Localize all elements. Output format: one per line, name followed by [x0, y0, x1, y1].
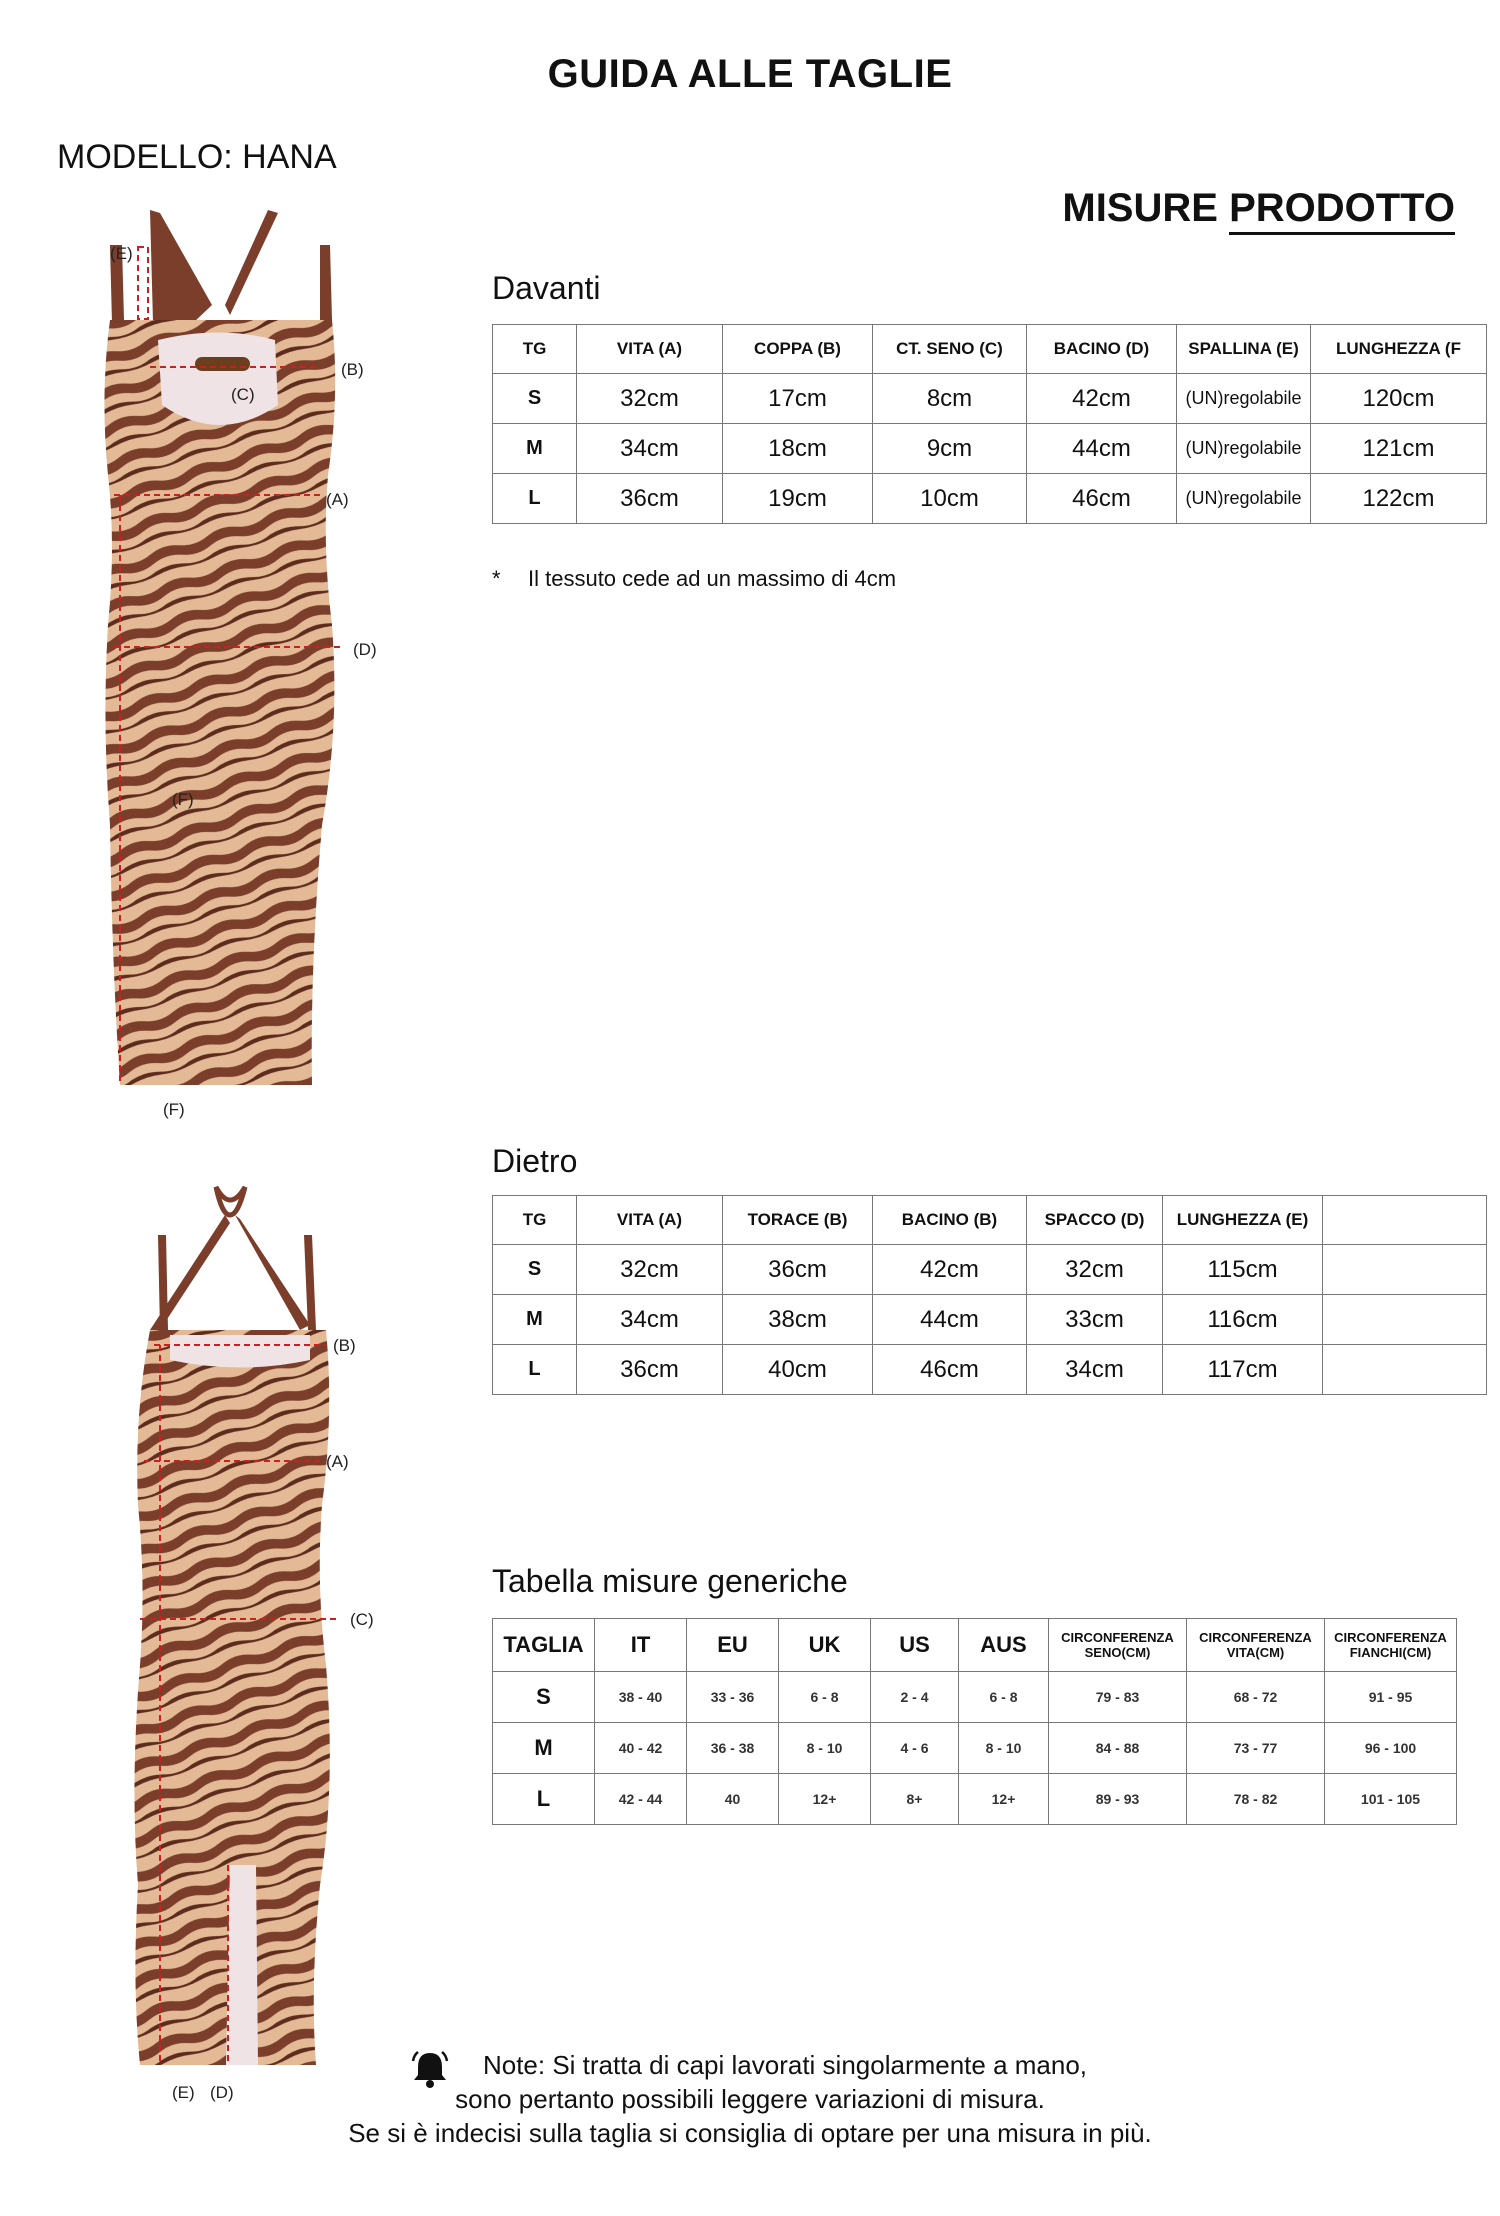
- front-measures-table: [492, 324, 1487, 524]
- table-cell: S: [493, 374, 577, 424]
- column-header: IT: [595, 1619, 687, 1672]
- table-cell: 116cm: [1163, 1295, 1323, 1345]
- back-label-d: (D): [210, 2083, 234, 2102]
- page-title: GUIDA ALLE TAGLIE: [547, 52, 953, 96]
- table-cell: 8 - 10: [959, 1723, 1049, 1774]
- table-cell: S: [493, 1672, 595, 1723]
- table-row: [493, 474, 1487, 524]
- back-measures-table: [492, 1195, 1487, 1395]
- table-cell: 115cm: [1163, 1245, 1323, 1295]
- handmade-note: [0, 2048, 1500, 2150]
- table-cell: 38cm: [723, 1295, 873, 1345]
- column-header: UK: [779, 1619, 871, 1672]
- table-cell: 122cm: [1311, 474, 1487, 524]
- table-cell: 38 - 40: [595, 1672, 687, 1723]
- column-header: TORACE (B): [723, 1196, 873, 1245]
- table-cell: 4 - 6: [871, 1723, 959, 1774]
- table-cell: [1323, 1345, 1487, 1395]
- table-cell: 73 - 77: [1187, 1723, 1325, 1774]
- table-cell: 101 - 105: [1325, 1774, 1457, 1825]
- table-cell: [1323, 1245, 1487, 1295]
- column-header: [1323, 1196, 1487, 1245]
- table-cell: 9cm: [873, 424, 1027, 474]
- table-cell: 42 - 44: [595, 1774, 687, 1825]
- front-label-a: (A): [326, 490, 349, 509]
- column-header: VITA (A): [577, 325, 723, 374]
- table-header-row: [493, 1196, 1487, 1245]
- table-header-row: [493, 1619, 1457, 1672]
- product-heading-a: MISURE: [1062, 186, 1230, 230]
- generic-section-title: Tabella misure generiche: [492, 1563, 848, 1599]
- table-cell: 6 - 8: [779, 1672, 871, 1723]
- table-row: [493, 424, 1487, 474]
- back-label-b: (B): [333, 1336, 356, 1355]
- table-cell: 2 - 4: [871, 1672, 959, 1723]
- table-cell: 121cm: [1311, 424, 1487, 474]
- note-asterisk: *: [492, 566, 501, 591]
- fabric-note: Il tessuto cede ad un massimo di 4cm: [528, 566, 897, 591]
- column-header: BACINO (D): [1027, 325, 1177, 374]
- table-cell: 18cm: [723, 424, 873, 474]
- column-header: SPACCO (D): [1027, 1196, 1163, 1245]
- column-header: LUNGHEZZA (F: [1311, 325, 1487, 374]
- table-cell: M: [493, 424, 577, 474]
- footer-line-2: sono pertanto possibili leggere variazioni di misura.: [455, 2084, 1045, 2114]
- table-row: [493, 1345, 1487, 1395]
- column-header: TAGLIA: [493, 1619, 595, 1672]
- table-row: [493, 1774, 1457, 1825]
- table-cell: L: [493, 1774, 595, 1825]
- column-header: CIRCONFERENZA VITA(CM): [1187, 1619, 1325, 1672]
- table-row: [493, 1723, 1457, 1774]
- column-header: BACINO (B): [873, 1196, 1027, 1245]
- front-label-f: (F): [163, 1100, 185, 1119]
- table-cell: (UN)regolabile: [1177, 474, 1311, 524]
- table-cell: (UN)regolabile: [1177, 424, 1311, 474]
- table-cell: 33cm: [1027, 1295, 1163, 1345]
- column-header: COPPA (B): [723, 325, 873, 374]
- table-cell: 17cm: [723, 374, 873, 424]
- table-cell: 19cm: [723, 474, 873, 524]
- table-cell: 10cm: [873, 474, 1027, 524]
- front-label-c: (C): [231, 385, 255, 404]
- front-dress-illustration: [100, 205, 400, 1125]
- table-cell: 42cm: [1027, 374, 1177, 424]
- table-cell: 40cm: [723, 1345, 873, 1395]
- table-cell: 36cm: [723, 1245, 873, 1295]
- column-header: EU: [687, 1619, 779, 1672]
- front-label-d: (D): [353, 640, 377, 659]
- column-header: LUNGHEZZA (E): [1163, 1196, 1323, 1245]
- generic-sizes-table: [492, 1618, 1457, 1825]
- table-cell: 34cm: [577, 1295, 723, 1345]
- table-cell: 46cm: [873, 1345, 1027, 1395]
- column-header: TG: [493, 1196, 577, 1245]
- table-header-row: [493, 325, 1487, 374]
- table-cell: 8 - 10: [779, 1723, 871, 1774]
- table-cell: 32cm: [577, 1245, 723, 1295]
- column-header: TG: [493, 325, 577, 374]
- table-cell: 40 - 42: [595, 1723, 687, 1774]
- model-name: MODELLO: HANA: [57, 138, 337, 176]
- front-label-e: (E): [110, 244, 133, 263]
- table-cell: S: [493, 1245, 577, 1295]
- table-cell: 8cm: [873, 374, 1027, 424]
- table-cell: 42cm: [873, 1245, 1027, 1295]
- table-cell: [1323, 1295, 1487, 1345]
- column-header: VITA (A): [577, 1196, 723, 1245]
- table-cell: 34cm: [1027, 1345, 1163, 1395]
- table-row: [493, 1295, 1487, 1345]
- table-cell: 36 - 38: [687, 1723, 779, 1774]
- footer-line-1: Note: Si tratta di capi lavorati singolarmente a mano,: [482, 2050, 1088, 2080]
- back-section-title: Dietro: [492, 1143, 578, 1179]
- table-cell: M: [493, 1723, 595, 1774]
- column-header: CIRCONFERENZA SENO(CM): [1049, 1619, 1187, 1672]
- back-label-e: (E): [172, 2083, 195, 2102]
- table-cell: 36cm: [577, 1345, 723, 1395]
- table-cell: 46cm: [1027, 474, 1177, 524]
- product-measures-heading: [1062, 186, 1455, 231]
- column-header: CT. SENO (C): [873, 325, 1027, 374]
- table-row: [493, 374, 1487, 424]
- table-row: [493, 1672, 1457, 1723]
- table-cell: 89 - 93: [1049, 1774, 1187, 1825]
- back-dress-illustration: [130, 1185, 400, 2085]
- table-cell: 36cm: [577, 474, 723, 524]
- table-cell: 78 - 82: [1187, 1774, 1325, 1825]
- column-header: US: [871, 1619, 959, 1672]
- table-cell: 34cm: [577, 424, 723, 474]
- table-cell: (UN)regolabile: [1177, 374, 1311, 424]
- table-cell: M: [493, 1295, 577, 1345]
- table-cell: 117cm: [1163, 1345, 1323, 1395]
- table-cell: 40: [687, 1774, 779, 1825]
- table-cell: 12+: [959, 1774, 1049, 1825]
- table-cell: L: [493, 474, 577, 524]
- column-header: SPALLINA (E): [1177, 325, 1311, 374]
- table-cell: 44cm: [1027, 424, 1177, 474]
- table-cell: 6 - 8: [959, 1672, 1049, 1723]
- table-cell: 79 - 83: [1049, 1672, 1187, 1723]
- table-cell: 91 - 95: [1325, 1672, 1457, 1723]
- table-cell: L: [493, 1345, 577, 1395]
- back-label-a: (A): [326, 1452, 349, 1471]
- table-cell: 68 - 72: [1187, 1672, 1325, 1723]
- footer-line-3: Se si è indecisi sulla taglia si consiglia di optare per una misura in più.: [348, 2118, 1152, 2148]
- column-header: CIRCONFERENZA FIANCHI(CM): [1325, 1619, 1457, 1672]
- table-cell: 8+: [871, 1774, 959, 1825]
- table-cell: 44cm: [873, 1295, 1027, 1345]
- front-label-f-mid: (F): [172, 790, 194, 809]
- table-cell: 12+: [779, 1774, 871, 1825]
- front-label-b: (B): [341, 360, 364, 379]
- table-row: [493, 1245, 1487, 1295]
- back-dress-shape: [134, 1187, 329, 2065]
- table-cell: 32cm: [577, 374, 723, 424]
- front-section-title: Davanti: [492, 270, 601, 306]
- column-header: AUS: [959, 1619, 1049, 1672]
- table-cell: 84 - 88: [1049, 1723, 1187, 1774]
- table-cell: 120cm: [1311, 374, 1487, 424]
- table-cell: 33 - 36: [687, 1672, 779, 1723]
- product-heading-b: PRODOTTO: [1229, 186, 1455, 235]
- back-label-c: (C): [350, 1610, 374, 1629]
- table-cell: 96 - 100: [1325, 1723, 1457, 1774]
- table-cell: 32cm: [1027, 1245, 1163, 1295]
